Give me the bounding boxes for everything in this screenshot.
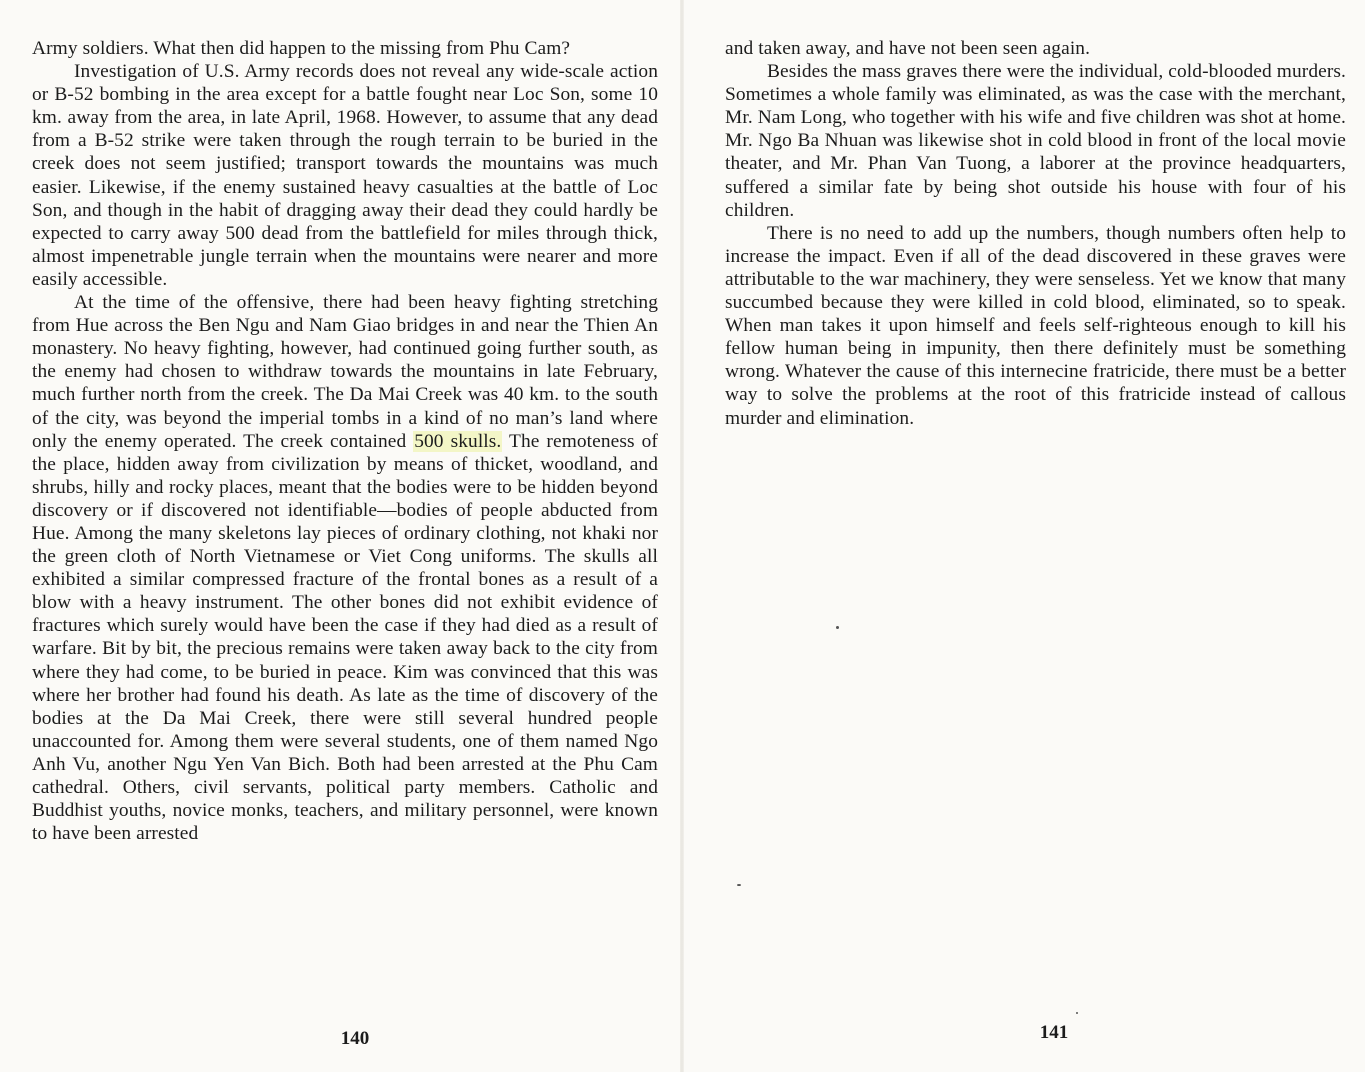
left-paragraph-2: Investigation of U.S. Army records does not reveal any wide-scale action or B-52 bombing in the area except for a battle fought near Loc Son, some 10 km. away from the area, in late April, 1968. However, to assume that any dead from a B-52 strike were taken through the rough terrain to be buried in the creek does not seem justified; transport towards the mountains was much easier. Likewise, if the enemy sustained heavy casualties at the battle of Loc Son, and though in the habit of dragging away their dead they could hardly be expected to carry away 500 dead from the battlefield for miles through thick, almost impenetrable jungle terrain when the mountains were nearer and more easily accessible. bbox=[32, 61, 658, 290]
left-paragraph-1: Army soldiers. What then did happen to the missing from Phu Cam? bbox=[32, 38, 571, 59]
left-page bbox=[0, 0, 682, 1072]
paper-speck bbox=[836, 626, 839, 629]
paper-speck bbox=[1076, 1012, 1078, 1014]
page-number-right: 141 bbox=[1039, 1022, 1069, 1043]
right-page bbox=[682, 0, 1365, 1072]
left-paragraph-3 bbox=[32, 291, 658, 845]
left-paragraph-3-part-1: At the time of the offensive, there had been heavy fighting stretching from Hue across the Ben Ngu and Nam Giao bridges in and near the Thien An monastery. No heavy fighting, however, had continued going further south, as the enemy had chosen to withdraw towards the mountains in late February, much further north from the creek. The Da Mai Creek was 40 km. to the south of the city, was beyond the imperial tombs in a kind of no man’s land where only the enemy operated. The creek contained bbox=[32, 292, 658, 452]
page-number-left: 140 bbox=[340, 1028, 370, 1049]
right-paragraph-1: and taken away, and have not been seen again. bbox=[725, 38, 1091, 59]
highlighted-text: 500 skulls. bbox=[414, 430, 502, 452]
right-paragraph-3: There is no need to add up the numbers, though numbers often help to increase the impact. Even if all of the dead discovered in these graves were attributable to the war machinery, they were senseless. Yet we know that many succumbed because they were killed in cold blood, eliminated, so to speak. When man takes it upon himself and feels self-righteous enough to kill his fellow human being in impunity, then there definitely must be something wrong. Whatever the cause of this internecine fratricide, there must be a better way to solve the problems at the root of this fratricide instead of callous murder and elimination. bbox=[725, 222, 1346, 429]
right-paragraph-2: Besides the mass graves there were the individual, cold-blooded murders. Sometimes a whole family was eliminated, as was the case with the merchant, Mr. Nam Long, who together with his wife and five children was shot at home. Mr. Ngo Ba Nhuan was likewise shot in cold blood in front of the local movie theater, and Mr. Phan Van Tuong, a laborer at the province headquarters, suffered a similar fate by being shot outside his house with four of his children. bbox=[725, 61, 1346, 221]
left-paragraph-3-part-2: The remoteness of the place, hidden away from civilization by means of thicket, woodland, and shrubs, hilly and rocky places, meant that the bodies were to be hidden beyond discovery or if discovered not identifiable—bodies of people abducted from Hue. Among the many skeletons lay pieces of ordinary clothing, not khaki nor the green cloth of North Vietnamese or Viet Cong uniforms. The skulls all exhibited a similar compressed fracture of the frontal bones as a result of a blow with a heavy instrument. The other bones did not exhibit evidence of fractures which surely would have been the case if they had died as a result of warfare. Bit by bit, the precious remains were taken away back to the city from where they had come, to be buried in peace. Kim was convinced that this was where her brother had found his death. As late as the time of discovery of the bodies at the Da Mai Creek, there were still several hundred people unaccounted for. Among them were several students, one of them named Ngo Anh Vu, another Ngu Yen Van Bich. Both had been arrested at the Phu Cam cathedral. Others, civil servants, political party members. Catholic and Buddhist youths, novice monks, teachers, and military personnel, were known to have been arrested bbox=[32, 430, 658, 845]
left-page-body bbox=[32, 37, 658, 845]
paper-speck bbox=[737, 884, 741, 886]
right-page-body bbox=[725, 37, 1346, 430]
